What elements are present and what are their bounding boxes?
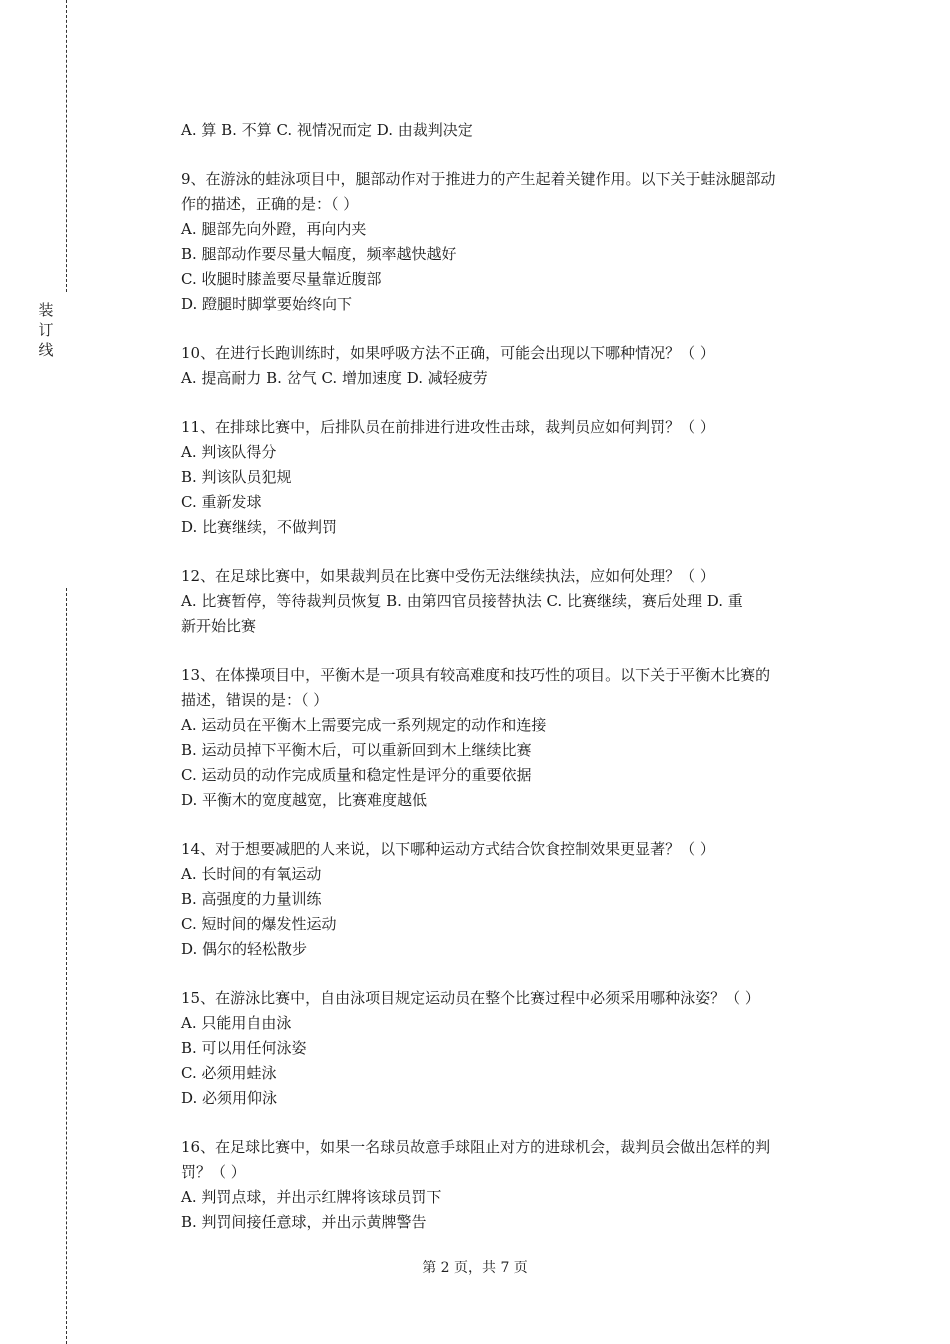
question-option: D. 蹬腿时脚掌要始终向下 (181, 295, 353, 313)
question-text: 15、在游泳比赛中，自由泳项目规定运动员在整个比赛过程中必须采用哪种泳姿？（ ） (181, 989, 760, 1007)
exam-content (181, 118, 841, 1235)
question-option: D. 平衡木的宽度越宽，比赛难度越低 (181, 791, 428, 809)
question-text: 11、在排球比赛中，后排队员在前排进行进攻性击球，裁判员应如何判罚？（ ） (181, 418, 715, 436)
question-option: D. 必须用仰泳 (181, 1089, 278, 1107)
question-block (181, 564, 841, 639)
question-option: A. 运动员在平衡木上需要完成一系列规定的动作和连接 (181, 716, 547, 734)
binding-dashed-line-bottom (66, 588, 67, 1344)
question-option: C. 重新发球 (181, 493, 262, 511)
question-option: A. 长时间的有氧运动 (181, 865, 322, 883)
question-text: 16、在足球比赛中，如果一名球员故意手球阻止对方的进球机会，裁判员会做出怎样的判 (181, 1138, 771, 1156)
question-option: B. 腿部动作要尽量大幅度，频率越快越好 (181, 245, 457, 263)
question-text: 13、在体操项目中，平衡木是一项具有较高难度和技巧性的项目。以下关于平衡木比赛的 (181, 666, 771, 684)
question-option: B. 可以用任何泳姿 (181, 1039, 307, 1057)
question-text: 罚？（ ） (181, 1163, 246, 1181)
question-text: 14、对于想要减肥的人来说，以下哪种运动方式结合饮食控制效果更显著？（ ） (181, 840, 715, 858)
question-text: 9、在游泳的蛙泳项目中，腿部动作对于推进力的产生起着关键作用。以下关于蛙泳腿部动 (181, 170, 776, 188)
question-block (181, 1135, 841, 1235)
question-option: A. 提高耐力 B. 岔气 C. 增加速度 D. 减轻疲劳 (181, 369, 488, 387)
question-option: B. 运动员掉下平衡木后，可以重新回到木上继续比赛 (181, 741, 532, 759)
question-block (181, 415, 841, 540)
question-option: B. 高强度的力量训练 (181, 890, 322, 908)
question-option: B. 判该队员犯规 (181, 468, 292, 486)
question-text: 10、在进行长跑训练时，如果呼吸方法不正确，可能会出现以下哪种情况？（ ） (181, 344, 715, 362)
binding-label-char: 线 (38, 341, 54, 359)
question-option: A. 比赛暂停，等待裁判员恢复 B. 由第四官员接替执法 C. 比赛继续，赛后处理 D. 重 (181, 592, 743, 610)
binding-label-char: 装 (38, 301, 54, 319)
question-text: 12、在足球比赛中，如果裁判员在比赛中受伤无法继续执法，应如何处理？（ ） (181, 567, 715, 585)
question-block (181, 837, 841, 962)
binding-dashed-line-top (66, 0, 67, 292)
question-option: C. 必须用蛙泳 (181, 1064, 277, 1082)
question-option: B. 判罚间接任意球，并出示黄牌警告 (181, 1213, 427, 1231)
question-block (181, 986, 841, 1111)
question-option: 新开始比赛 (181, 617, 257, 635)
question-option: A. 判该队得分 (181, 443, 277, 461)
question-option: D. 偶尔的轻松散步 (181, 940, 308, 958)
question-block (181, 663, 841, 813)
question-block (181, 167, 841, 317)
question-option: A. 判罚点球，并出示红牌将该球员罚下 (181, 1188, 442, 1206)
question-text: 描述，错误的是：（ ） (181, 691, 329, 709)
question-option: D. 比赛继续，不做判罚 (181, 518, 338, 536)
question-text: 作的描述，正确的是：（ ） (181, 195, 359, 213)
question-option: C. 运动员的动作完成质量和稳定性是评分的重要依据 (181, 766, 532, 784)
binding-label-char: 订 (38, 321, 54, 339)
page-footer: 第 2 页，共 7 页 (422, 1260, 528, 1276)
question-list (181, 167, 841, 1235)
question-block (181, 341, 841, 391)
binding-label (36, 300, 56, 360)
question-option: C. 短时间的爆发性运动 (181, 915, 337, 933)
previous-question-options: A. 算 B. 不算 C. 视情况而定 D. 由裁判决定 (181, 121, 473, 139)
question-option: A. 只能用自由泳 (181, 1014, 292, 1032)
question-option: A. 腿部先向外蹬，再向内夹 (181, 220, 367, 238)
question-option: C. 收腿时膝盖要尽量靠近腹部 (181, 270, 382, 288)
